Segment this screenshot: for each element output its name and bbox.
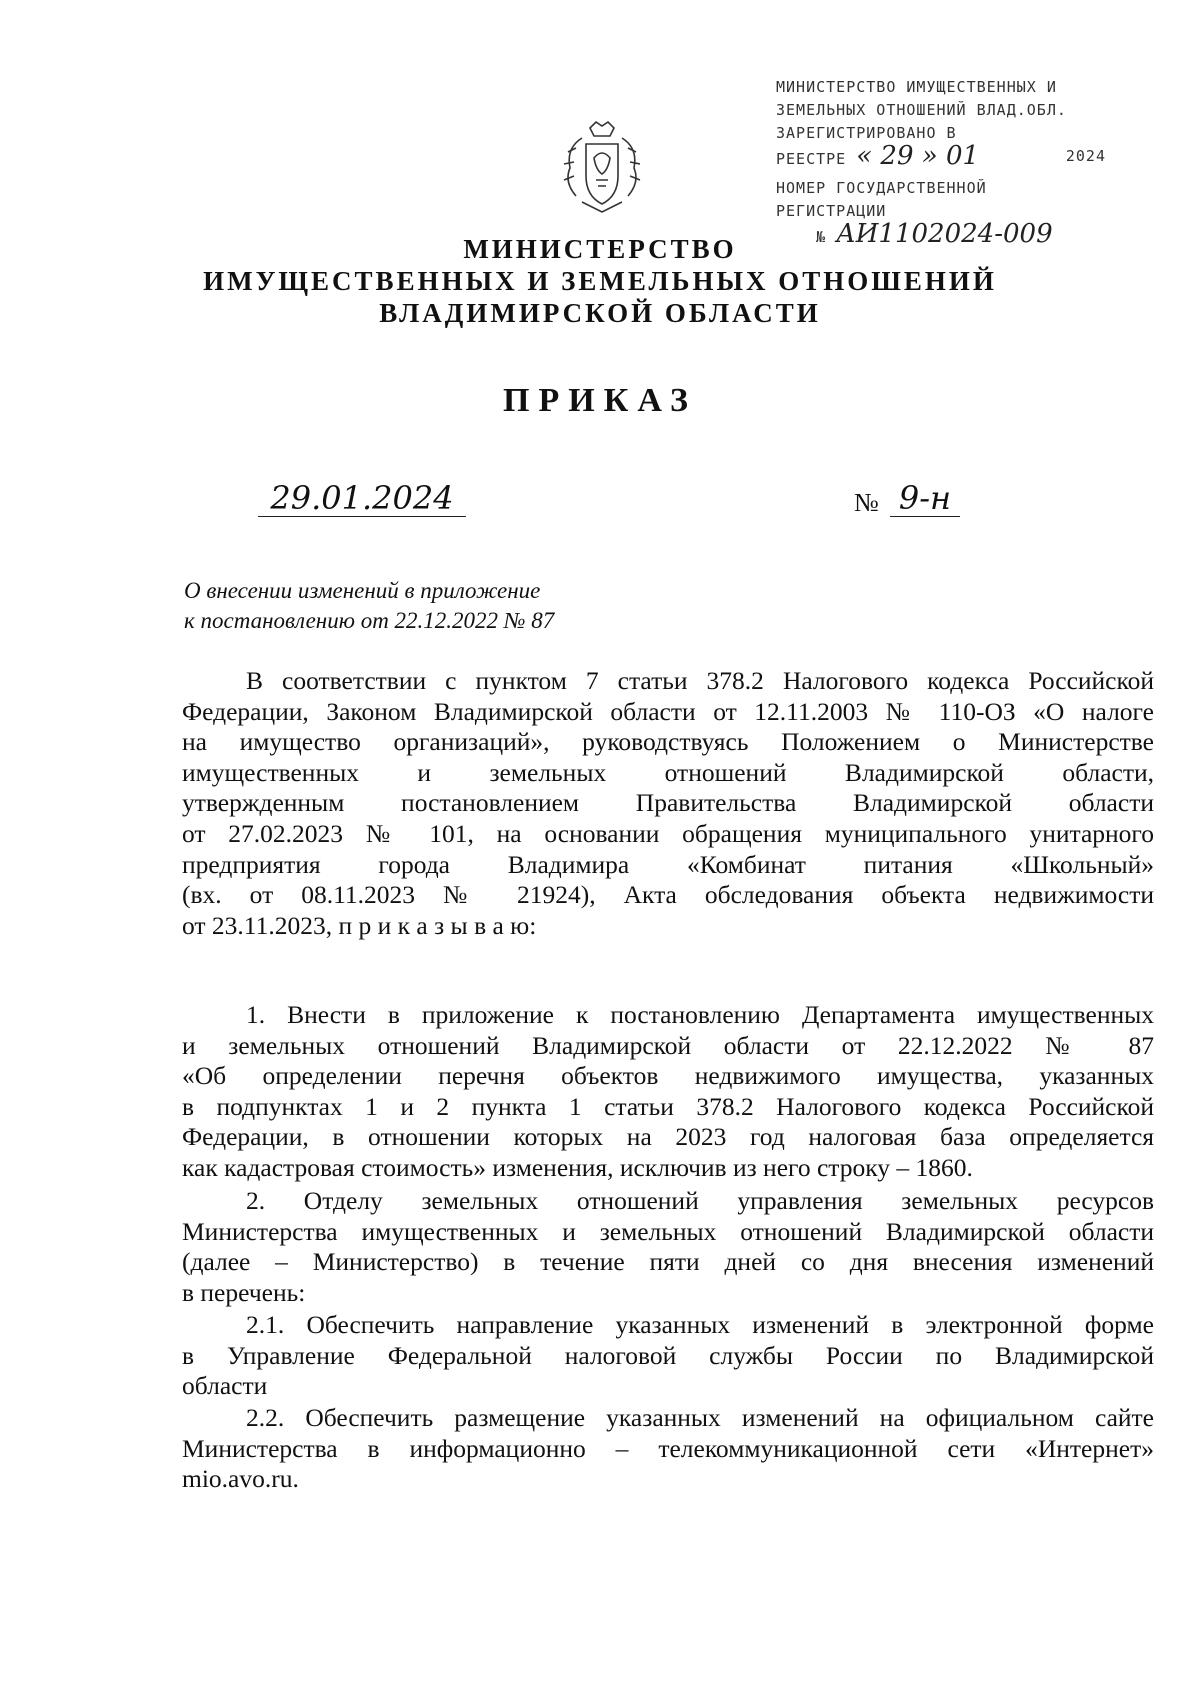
stamp-line-2: ЗЕМЕЛЬНЫХ ОТНОШЕНИЙ ВЛАД.ОБЛ. — [776, 101, 1067, 119]
body-line: в подпунктах 1 и 2 пункта 1 статьи 378.2 Налогового кодекса Российской — [182, 1091, 1154, 1121]
stamp-registry-date: « 29 » 01 — [856, 141, 980, 171]
ministry-name-line-3: ВЛАДИМИРСКОЙ ОБЛАСТИ — [379, 298, 821, 328]
stamp-number-label: № — [816, 228, 827, 246]
body-line: от 23.11.2023, п р и к а з ы в а ю: — [182, 910, 537, 940]
paragraph-item-2 — [182, 1186, 1154, 1308]
body-line: 1. Внести в приложение к постановлению Департамента имущественных — [246, 1000, 1154, 1029]
body-line: В соответствии с пунктом 7 статьи 378.2 Налогового кодекса Российской — [246, 666, 1154, 695]
registration-stamp — [776, 76, 1106, 249]
stamp-line-1: МИНИСТЕРСТВО ИМУЩЕСТВЕННЫХ И — [776, 78, 1057, 96]
body-line: Федерации, Законом Владимирской области от 12.11.2003 № 110-ОЗ «О налоге — [182, 696, 1154, 726]
body-line: предприятия города Владимира «Комбинат питания «Школьный» — [182, 849, 1154, 879]
paragraph-item-1 — [182, 1000, 1154, 1184]
stamp-line-3: ЗАРЕГИСТРИРОВАНО В — [776, 124, 957, 142]
subject-line-2: к постановлению от 22.12.2022 № 87 — [184, 608, 555, 633]
body-line: mio.avo.ru. — [182, 1464, 299, 1494]
body-line: 2.1. Обеспечить направление указанных изменений в электронной форме — [246, 1310, 1154, 1339]
order-subject — [184, 576, 554, 636]
ministry-name-line-2: ИМУЩЕСТВЕННЫХ И ЗЕМЕЛЬНЫХ ОТНОШЕНИЙ — [203, 266, 997, 296]
body-line: как кадастровая стоимость» изменения, исключив из него строку – 1860. — [182, 1152, 973, 1182]
body-line: утвержденным постановлением Правительства Владимирской области — [182, 788, 1154, 818]
body-line: (далее – Министерство) в течение пяти дней со дня внесения изменений — [182, 1247, 1154, 1277]
paragraph-item-2-2 — [182, 1403, 1154, 1495]
body-line: Министерства в информационно – телекоммуникационной сети «Интернет» — [182, 1433, 1154, 1463]
stamp-line-5: НОМЕР ГОСУДАРСТВЕННОЙ РЕГИСТРАЦИИ — [776, 179, 987, 220]
body-line: имущественных и земельных отношений Владимирской области, — [182, 757, 1154, 787]
body-line: 2.2. Обеспечить размещение указанных изменений на официальном сайте — [246, 1403, 1154, 1432]
body-line: и земельных отношений Владимирской области от 22.12.2022 № 87 — [182, 1030, 1154, 1060]
body-line: в Управление Федеральной налоговой службы России по Владимирской — [182, 1340, 1154, 1370]
stamp-registration-number: АИ1102024-009 — [836, 219, 1053, 249]
body-line: «Об определении перечня объектов недвижимого имущества, указанных — [182, 1061, 1154, 1091]
body-line: 2. Отделу земельных отношений управления земельных ресурсов — [246, 1186, 1154, 1215]
document-type-title: ПРИКАЗ — [503, 382, 697, 419]
body-line: (вх. от 08.11.2023 № 21924), Акта обследования объекта недвижимости — [182, 880, 1154, 910]
body-line: области — [182, 1371, 268, 1401]
body-line: Федерации, в отношении которых на 2023 год налоговая база определяется — [182, 1122, 1154, 1152]
paragraph-preamble — [182, 666, 1154, 941]
stamp-registry-label: РЕЕСТРЕ — [776, 150, 847, 168]
body-line: Министерства имущественных и земельных отношений Владимирской области — [182, 1216, 1154, 1246]
order-number-label: № — [854, 488, 879, 517]
body-line: на имущество организаций», руководствуясь Положением о Министерстве — [182, 727, 1154, 757]
coat-of-arms-emblem — [552, 118, 652, 218]
body-line: в перечень: — [182, 1277, 306, 1307]
stamp-registry-year: 2024 — [1065, 147, 1106, 165]
subject-line-1: О внесении изменений в приложение — [184, 578, 541, 603]
body-line: от 27.02.2023 № 101, на основании обращения муниципального унитарного — [182, 818, 1154, 848]
paragraph-item-2-1 — [182, 1310, 1154, 1402]
order-date: 29.01.2024 — [258, 480, 466, 517]
order-number: 9-н — [890, 480, 960, 517]
ministry-name-line-1: МИНИСТЕРСТВО — [463, 234, 737, 264]
